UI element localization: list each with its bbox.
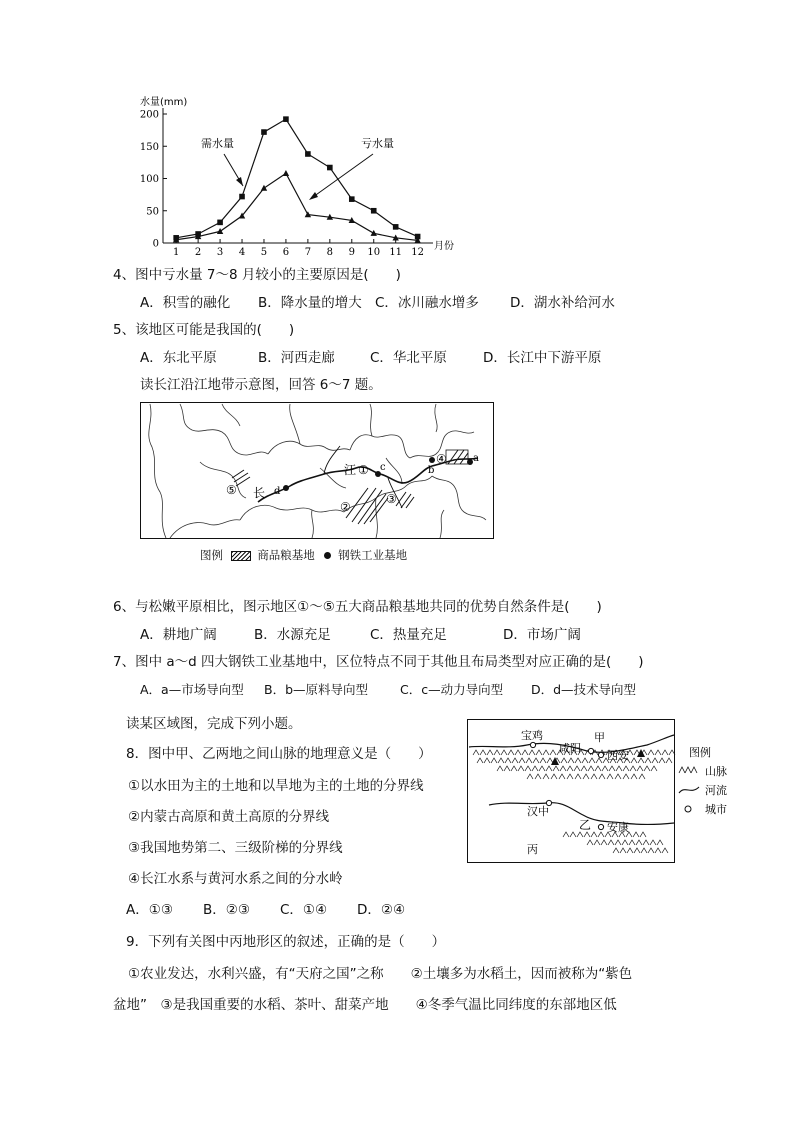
- q7-option-d[interactable]: D．d—技术导向型: [531, 682, 637, 697]
- city-ankang-dot: [598, 824, 603, 829]
- x-tick-label: 8: [326, 247, 334, 258]
- q6-option-b[interactable]: B．水源充足: [254, 627, 331, 643]
- map2-intro: 读某区域图，完成下列小题。: [126, 716, 302, 732]
- legend-city-icon: [685, 806, 691, 812]
- data-point-deficit: [371, 230, 377, 236]
- annotation-deficit: 亏水量: [361, 137, 394, 150]
- water-chart: [135, 90, 465, 260]
- q7-option-c[interactable]: C．c—动力导向型: [400, 682, 504, 697]
- y-tick-label: 100: [139, 174, 159, 185]
- map-label-b: b: [428, 465, 435, 476]
- annotation-deficit-arrowhead: [309, 192, 318, 200]
- q5-option-b[interactable]: B．河西走廊: [258, 350, 335, 366]
- data-point-demand: [349, 196, 355, 202]
- legend-steel-label: 钢铁工业基地: [338, 548, 408, 562]
- steel-base-b-dot: [429, 457, 435, 463]
- q4-option-d[interactable]: D．湖水补给河水: [510, 295, 615, 311]
- map2-legend-river: 河流: [705, 784, 727, 797]
- data-point-demand: [393, 224, 399, 230]
- annotation-demand-arrowhead: [236, 177, 243, 186]
- map-label-3: ③: [386, 492, 397, 506]
- x-tick-label: 12: [411, 247, 425, 258]
- y-tick-label: 150: [139, 141, 159, 153]
- q9-line-2: 盆地” ③是我国重要的水稻、茶叶、甜菜产地 ④冬季气温比同纬度的东部地区低: [113, 997, 617, 1013]
- x-tick-label: 1: [172, 247, 180, 258]
- x-tick-label: 5: [260, 247, 268, 258]
- q6-option-d[interactable]: D．市场广阔: [503, 627, 581, 643]
- y-tick-label: 0: [152, 238, 159, 250]
- map1-legend: [200, 547, 407, 563]
- q7-stem: 7、图中 a～d 四大钢铁工业基地中，区位特点不同于其他且布局类型对应正确的是( ): [113, 654, 644, 670]
- data-point-demand: [371, 208, 377, 214]
- map2-label-ankang: 安康: [607, 821, 629, 834]
- city-xianyang-dot: [588, 748, 593, 753]
- q9-line-1: ①农业发达，水利兴盛，有“天府之国”之称 ②土壤多为水稻土，因而被称为“紫色: [128, 966, 633, 982]
- map2-label-xianyang: 咸阳: [559, 742, 581, 755]
- legend-grain-label: 商品粮基地: [257, 548, 315, 562]
- x-tick-label: 7: [304, 247, 312, 258]
- y-tick-label: 50: [146, 206, 159, 218]
- q5-stem: 5、该地区可能是我国的( ): [113, 322, 295, 338]
- q5-option-d[interactable]: D．长江中下游平原: [483, 350, 602, 366]
- q4-option-b[interactable]: B．降水量的增大: [258, 295, 362, 311]
- x-tick-label: 3: [216, 247, 224, 258]
- map2-label-bing: 丙: [527, 843, 538, 856]
- q8-option-d[interactable]: D．②④: [357, 902, 406, 918]
- q7-option-a[interactable]: A．a—市场导向型: [140, 682, 244, 697]
- map2-label-hanzhong: 汉中: [527, 805, 549, 818]
- map2-label-yi: 乙: [579, 818, 592, 832]
- map-label-5: ⑤: [226, 483, 237, 497]
- legend-title: 图例: [200, 548, 223, 562]
- series-line-1: [176, 173, 417, 240]
- city-xian-dot: [598, 752, 603, 757]
- y-tick-label: 200: [139, 109, 159, 121]
- map2-legend-title: 图例: [689, 746, 711, 759]
- q9-stem: 9．下列有关图中丙地形区的叙述，正确的是（ ）: [126, 934, 446, 950]
- q4-option-a[interactable]: A．积雪的融化: [140, 295, 231, 311]
- q8-option-c[interactable]: C．①④: [280, 902, 328, 918]
- q6-option-a[interactable]: A．耕地广阔: [140, 627, 217, 643]
- q5-option-a[interactable]: A．东北平原: [140, 350, 217, 366]
- map-label-jiang: 江: [344, 463, 357, 477]
- map-label-d: d: [274, 486, 281, 497]
- data-point-deficit: [283, 170, 289, 176]
- map2-label-xian: 西安: [607, 749, 629, 762]
- q8-option-b[interactable]: B．②③: [203, 902, 250, 918]
- steel-base-d-dot: [283, 485, 289, 491]
- legend-mountain-icon: [679, 767, 697, 773]
- chart-xlabel: 月份: [434, 241, 454, 252]
- map1-intro: 读长江沿江地带示意图，回答 6～7 题。: [140, 377, 382, 393]
- q4-option-c[interactable]: C．冰川融水增多: [375, 295, 479, 311]
- x-tick-label: 4: [238, 247, 246, 258]
- map-label-chang: 长: [253, 486, 266, 500]
- region-map: [467, 719, 743, 864]
- map-label-a: a: [473, 453, 479, 464]
- map2-label-jia: 甲: [594, 731, 605, 744]
- map2-frame: [468, 720, 675, 863]
- legend-steel-dot: [324, 552, 331, 559]
- q8-item-1: ①以水田为主的土地和以旱地为主的土地的分界线: [128, 778, 424, 794]
- map-label-2: ②: [340, 500, 351, 514]
- data-point-demand: [239, 194, 245, 200]
- map2-legend-city: 城市: [705, 803, 727, 816]
- annotation-deficit-arrow: [313, 154, 373, 197]
- q8-item-4: ④长江水系与黄河水系之间的分水岭: [128, 871, 343, 887]
- city-baoji-dot: [530, 742, 535, 747]
- map2-label-baoji: 宝鸡: [521, 729, 543, 742]
- chart-ylabel: 水量(mm): [140, 97, 188, 108]
- legend-grain-swatch: [231, 551, 251, 561]
- chart-axes: [140, 108, 433, 258]
- data-point-demand: [261, 129, 267, 135]
- q5-option-c[interactable]: C．华北平原: [370, 350, 447, 366]
- x-tick-label: 2: [194, 247, 202, 258]
- map2-legend-mountain: 山脉: [705, 765, 727, 778]
- data-point-deficit: [305, 211, 311, 217]
- q6-stem: 6、与松嫩平原相比，图示地区①～⑤五大商品粮基地共同的优势自然条件是( ): [113, 599, 602, 615]
- map1-frame: [141, 403, 494, 539]
- data-point-demand: [305, 151, 311, 157]
- data-point-demand: [327, 165, 333, 171]
- map-label-4: ④: [436, 452, 447, 466]
- x-tick-label: 6: [282, 247, 290, 258]
- x-tick-label: 11: [389, 247, 403, 258]
- q8-item-2: ②内蒙古高原和黄土高原的分界线: [128, 809, 330, 825]
- data-point-deficit: [217, 228, 223, 234]
- q6-option-c[interactable]: C．热量充足: [370, 627, 447, 643]
- data-point-deficit: [261, 185, 267, 191]
- annotation-demand: 需水量: [201, 137, 234, 150]
- q7-option-b[interactable]: B．b—原料导向型: [264, 682, 369, 697]
- q8-item-3: ③我国地势第二、三级阶梯的分界线: [128, 840, 343, 856]
- legend-river-icon: [679, 787, 699, 793]
- map-label-1: ①: [358, 463, 369, 477]
- x-tick-label: 9: [348, 247, 355, 258]
- yangtze-map: [140, 402, 495, 540]
- data-point-demand: [283, 116, 289, 122]
- map-label-c: c: [380, 462, 386, 473]
- x-tick-label: 10: [367, 247, 381, 258]
- q8-stem: 8．图中甲、乙两地之间山脉的地理意义是（ ）: [126, 746, 432, 762]
- q4-stem: 4、图中亏水量 7～8 月较小的主要原因是( ): [113, 267, 401, 283]
- chart-series: [173, 116, 421, 243]
- data-point-demand: [217, 220, 223, 226]
- q8-option-a[interactable]: A．①③: [126, 902, 173, 918]
